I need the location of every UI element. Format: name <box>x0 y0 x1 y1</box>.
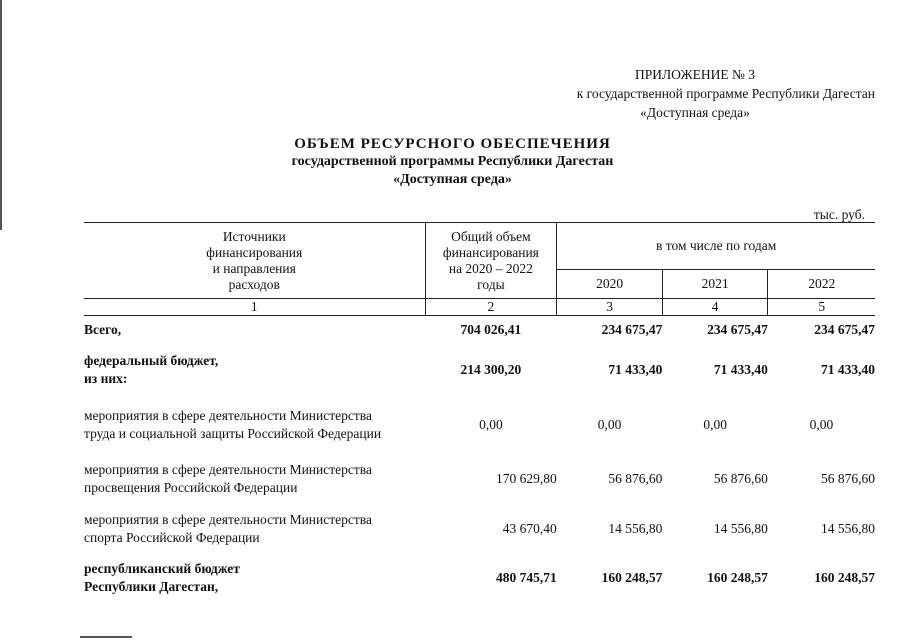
title-line: «Доступная среда» <box>393 172 512 187</box>
column-number: 1 <box>84 299 425 316</box>
table-header-row <box>84 223 875 270</box>
title-line: ОБЪЕМ РЕСУРСНОГО ОБЕСПЕЧЕНИЯ <box>294 136 611 152</box>
cell-2020: 0,00 <box>597 416 622 432</box>
resource-table <box>84 222 875 602</box>
header-year: 2022 <box>808 276 836 291</box>
header-total: Общий объем финансирования на 2020 – 2022 годы <box>425 223 557 299</box>
column-number: 2 <box>425 299 557 316</box>
column-number: 3 <box>557 299 663 316</box>
table-row-labor-ministry <box>84 396 875 454</box>
header-years-group: в том числе по годам <box>557 223 875 270</box>
cell-2020: 56 876,60 <box>608 470 663 486</box>
cell-2020: 14 556,80 <box>608 520 663 536</box>
cell-total: 170 629,80 <box>496 470 557 486</box>
cell-2022: 14 556,80 <box>821 520 875 536</box>
row-label: мероприятия в сфере деятельности Министерства труда и социальной защиты Российской Федерации <box>84 407 382 441</box>
cell-2021: 234 675,47 <box>707 321 768 337</box>
cell-2022: 71 433,40 <box>821 361 875 377</box>
appendix-note <box>515 65 875 122</box>
row-label: федеральный бюджет, из них: <box>84 352 219 386</box>
row-label: Всего, <box>84 321 122 337</box>
header-sources: Источники финансирования и направления расходов <box>84 223 425 299</box>
cell-2022: 56 876,60 <box>821 470 875 486</box>
row-label: мероприятия в сфере деятельности Министерства просвещения Российской Федерации <box>84 461 372 495</box>
cell-2021: 14 556,80 <box>713 520 768 536</box>
cell-2022: 160 248,57 <box>814 569 875 585</box>
appendix-program-name: «Доступная среда» <box>640 105 750 120</box>
column-number-row <box>84 299 875 316</box>
cell-2021: 71 433,40 <box>713 361 768 377</box>
header-year: 2021 <box>662 270 768 299</box>
units-label: тыс. руб. <box>813 207 865 222</box>
appendix-program: к государственной программе Республики Дагестан <box>576 86 875 101</box>
cell-total: 704 026,41 <box>460 321 522 337</box>
cell-2021: 0,00 <box>703 416 727 432</box>
cell-2021: 56 876,60 <box>713 470 768 486</box>
cell-2022: 0,00 <box>809 416 834 432</box>
cell-total: 480 745,71 <box>496 569 557 585</box>
table-row-sport-ministry <box>84 504 875 554</box>
cell-2022: 234 675,47 <box>814 321 875 337</box>
column-number: 4 <box>662 299 768 316</box>
scan-edge-mark <box>0 0 2 230</box>
table-row-federal <box>84 344 875 396</box>
scan-edge-mark <box>80 636 132 638</box>
cell-2020: 234 675,47 <box>601 321 663 337</box>
document-title <box>0 135 905 189</box>
row-label: мероприятия в сфере деятельности Министерства спорта Российской Федерации <box>84 511 372 545</box>
table-row-total <box>84 316 875 344</box>
table-row-education-ministry <box>84 454 875 504</box>
cell-2021: 160 248,57 <box>707 569 768 585</box>
appendix-number: ПРИЛОЖЕНИЕ № 3 <box>634 67 756 82</box>
title-line: государственной программы Республики Дагестан <box>291 154 614 169</box>
cell-2020: 71 433,40 <box>608 361 663 377</box>
column-number: 5 <box>768 299 875 316</box>
cell-total: 0,00 <box>479 416 503 432</box>
cell-total: 214 300,20 <box>460 361 522 377</box>
cell-2020: 160 248,57 <box>601 569 663 585</box>
cell-total: 43 670,40 <box>502 520 557 536</box>
table-row-republic-budget <box>84 554 875 602</box>
header-year: 2020 <box>557 270 663 299</box>
row-label: республиканский бюджет Республики Дагестан, <box>84 560 240 594</box>
